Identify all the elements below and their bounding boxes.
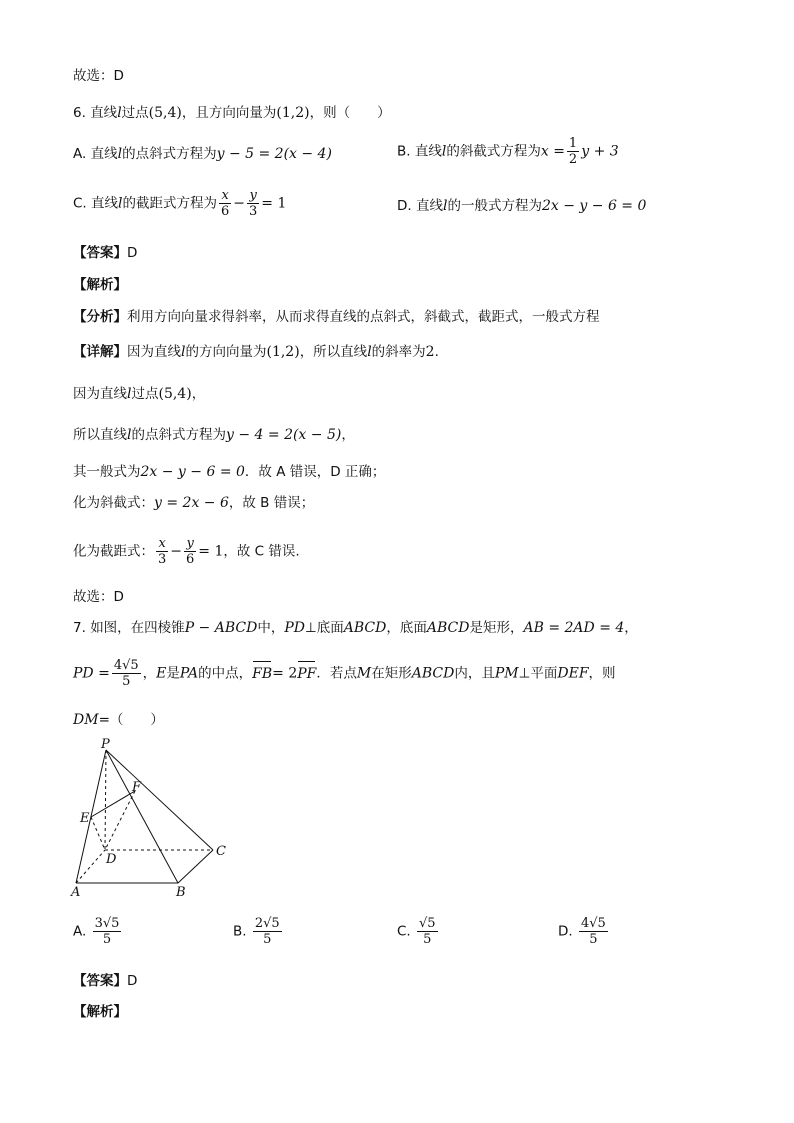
pyramid-figure [65,735,240,905]
q6-detail-3: 所以直线l的点斜式方程为y − 4 = 2(x − 5)， [73,427,355,443]
q6-option-c[interactable]: C. 直线l的截距式方程为 $\frac{x}{6}$ − $\frac{y}{3}$ = 1 [73,188,287,219]
q6-result: 故选：D [73,589,124,605]
question-6-stem: 6. 直线l过点(5,4)，且方向向量为(1,2)，则（ ） [73,105,391,121]
label-F: F [132,780,142,795]
q6-option-a[interactable]: A. 直线l的点斜式方程为y − 5 = 2(x − 4) [73,146,332,162]
label-D: D [106,852,117,867]
q6-detail-5: 化为斜截式：y = 2x − 6，故 B 错误； [73,495,315,511]
q6-detail-1: 【详解】因为直线l的方向向量为(1,2)，所以直线l的斜率为2. [73,344,439,360]
q6-analysis-heading: 【解析】 [73,277,127,293]
q6-detail-6: 化为截距式： $\frac{x}{3}$ − $\frac{y}{6}$ = 1，故 C 错误. [73,536,300,567]
result-line-1: 故选：D [73,68,124,84]
label-E: E [80,811,90,826]
label-P: P [101,737,110,752]
label-B: B [176,885,186,900]
question-7-stem-2: PD = $\frac{4√5}{5}$ ，E是PA的中点，FB= 2PF．若点M在矩形ABCD内，且PM⊥平面DEF，则 [73,658,616,689]
q7-answer: 【答案】D [73,973,138,989]
q6-answer: 【答案】D [73,245,138,261]
q7-option-c[interactable]: C. $\frac{√5}{5}$ [397,916,436,947]
label-A: A [71,885,81,900]
q7-option-d[interactable]: D. $\frac{4√5}{5}$ [558,916,606,947]
q7-analysis-heading: 【解析】 [73,1004,127,1020]
q6-option-b[interactable]: B. 直线l的斜截式方程为x = $\frac{1}{2}$ y + 3 [397,136,619,167]
label-C: C [216,844,226,859]
question-7-stem-1: 7. 如图，在四棱锥P − ABCD中，PD⊥底面ABCD，底面ABCD是矩形，AB = 2AD = 4， [73,620,638,636]
question-7-stem-3: DM=（ ） [73,712,164,728]
q6-option-d[interactable]: D. 直线l的一般式方程为2x − y − 6 = 0 [397,198,647,214]
q7-option-b[interactable]: B. $\frac{2√5}{5}$ [233,916,280,947]
q6-detail-4: 其一般式为2x − y − 6 = 0．故 A 错误，D 正确； [73,464,386,480]
q6-analysis-summary: 【分析】利用方向向量求得斜率，从而求得直线的点斜式，斜截式，截距式，一般式方程 [73,309,600,325]
q7-option-a[interactable]: A. $\frac{3√5}{5}$ [73,916,120,947]
q6-detail-2: 因为直线l过点(5,4)， [73,386,206,402]
